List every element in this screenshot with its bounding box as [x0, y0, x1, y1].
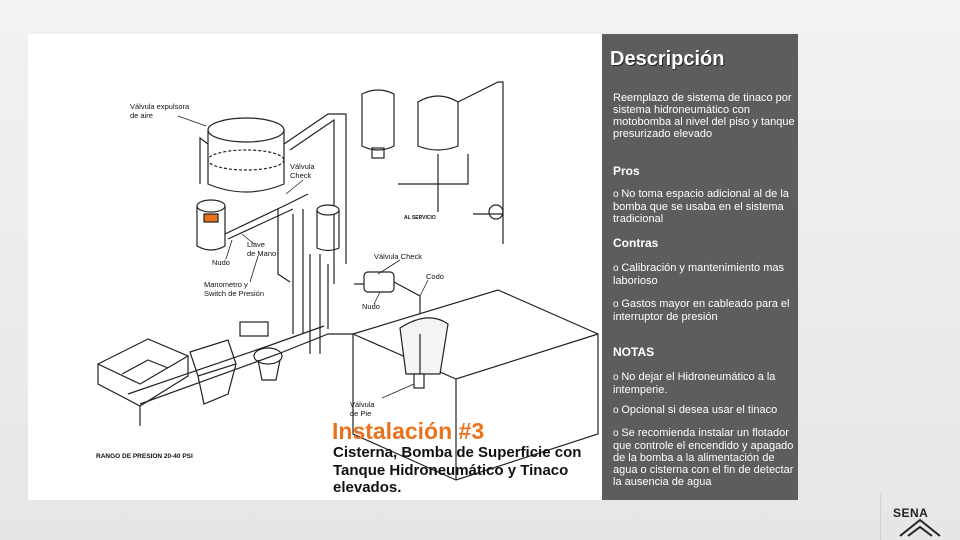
- notas-item: o Se recomienda instalar un flotador que controle el encendido y apagado de la bomba a la alimentación de agua o cisterna con el fin de detectar la ausencia de agua: [613, 427, 796, 488]
- notas-item: o No dejar el Hidroneumático a la intemperie.: [613, 371, 796, 396]
- label-nudo-right: Nudo: [362, 302, 380, 311]
- label-llave-de-mano: Llave de Mano: [247, 240, 277, 258]
- label-nudo-left: Nudo: [212, 258, 230, 267]
- description-summary: Reemplazo de sistema de tinaco por sistema hidroneumático con motobomba al nivel del piso y tanque presurizado elevado: [613, 92, 795, 140]
- label-valvula-expulsora: Válvula expulsora de aire: [130, 102, 190, 120]
- sena-logo-text: SENA: [893, 506, 929, 520]
- plumbing-diagram-drawing: [28, 34, 602, 500]
- contras-item: o Gastos mayor en cableado para el interruptor de presión: [613, 298, 796, 323]
- label-manometro: Manometro y Switch de Presión: [204, 280, 265, 298]
- notas-heading: NOTAS: [613, 345, 655, 359]
- description-title: Descripción: [610, 48, 725, 70]
- contras-heading: Contras: [613, 236, 659, 250]
- pros-heading: Pros: [613, 164, 640, 178]
- installation-subtitle: Cisterna, Bomba de Superficie con Tanque Hidroneumático y Tinaco elevados.: [333, 444, 582, 496]
- slide-frame: [28, 34, 798, 500]
- pros-item: o No toma espacio adicional al de la bomba que se usaba en el sistema tradicional: [613, 188, 796, 225]
- description-panel: [602, 34, 798, 500]
- label-al-servicio: AL SERVICIO: [404, 215, 436, 221]
- label-rango-presion: RANGO DE PRESION 20-40 PSI: [96, 453, 193, 460]
- installation-title: Instalación #3: [332, 418, 485, 444]
- contras-item: o Calibración y mantenimiento mas laborioso: [613, 262, 796, 287]
- label-valvula-de-pie: Válvula de Pie: [350, 400, 375, 418]
- label-valvula-check-right: Válvula Check: [374, 252, 422, 261]
- label-valvula-check-top: Válvula Check: [290, 162, 315, 180]
- installation-diagram: [28, 34, 602, 500]
- label-codo: Codo: [426, 272, 444, 281]
- notas-item: o Opcional si desea usar el tinaco: [613, 404, 796, 417]
